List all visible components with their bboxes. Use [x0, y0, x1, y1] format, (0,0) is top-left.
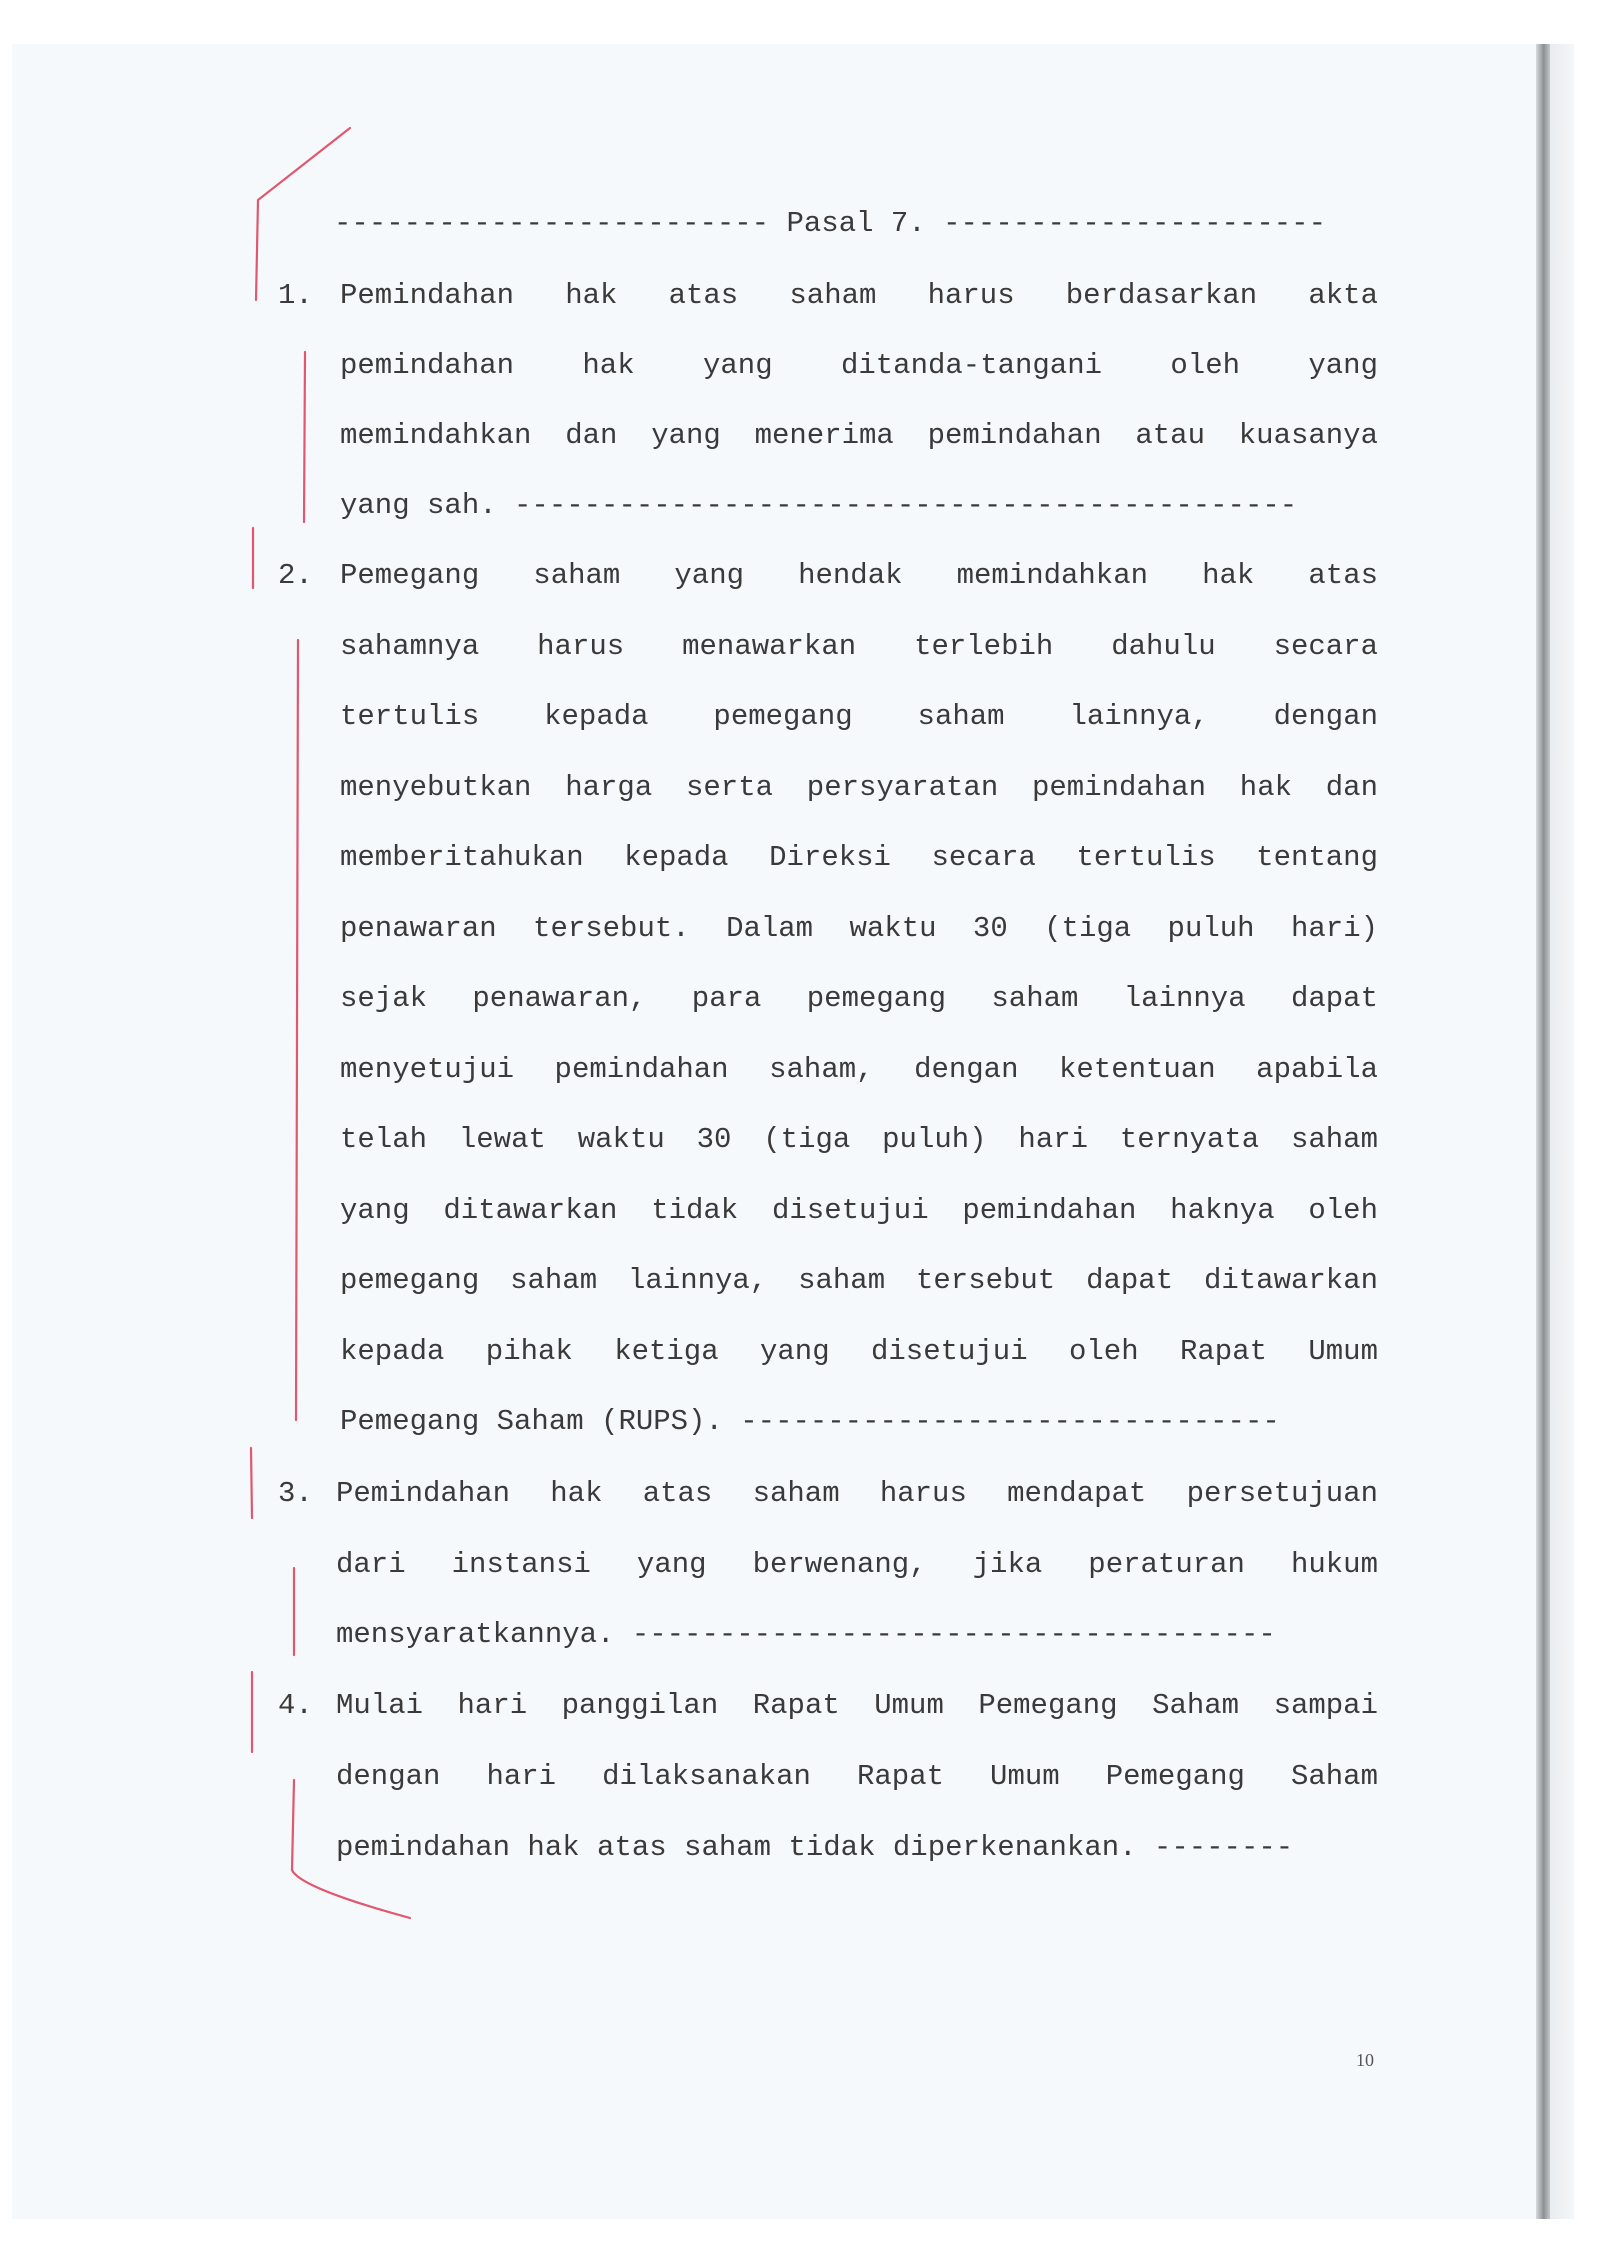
clause-number: 2. — [278, 559, 313, 592]
clause-line: pemindahan hak atas saham tidak diperkenankan. -------- — [336, 1831, 1294, 1864]
clause-line: telah lewat waktu 30 (tiga puluh) hari ternyata saham — [340, 1123, 1378, 1156]
clause-line: pemegang saham lainnya, saham tersebut dapat ditawarkan — [340, 1264, 1378, 1297]
clause-line: Pemindahan hak atas saham harus mendapat persetujuan — [336, 1477, 1378, 1510]
clause-line: yang ditawarkan tidak disetujui pemindahan haknya oleh — [340, 1194, 1378, 1227]
clause-line: Pemegang Saham (RUPS). ------------------------------- — [340, 1405, 1280, 1438]
clause-line: Pemindahan hak atas saham harus berdasarkan akta — [340, 279, 1378, 312]
clause-line: dengan hari dilaksanakan Rapat Umum Pemegang Saham — [336, 1760, 1378, 1793]
margin-mark-clause-1 — [304, 352, 305, 522]
clause-line: memberitahukan kepada Direksi secara tertulis tentang — [340, 841, 1378, 874]
article-heading: ------------------------- Pasal 7. ---------------------- — [334, 207, 1326, 240]
clause-number: 3. — [278, 1477, 313, 1510]
clause-line: menyetujui pemindahan saham, dengan ketentuan apabila — [340, 1053, 1378, 1086]
clause-line: dari instansi yang berwenang, jika peraturan hukum — [336, 1548, 1378, 1581]
clause-line: memindahkan dan yang menerima pemindahan atau kuasanya — [340, 419, 1378, 452]
clause-line: pemindahan hak yang ditanda-tangani oleh yang — [340, 349, 1378, 382]
clause-line: menyebutkan harga serta persyaratan pemindahan hak dan — [340, 771, 1378, 804]
clause-number: 1. — [278, 279, 313, 312]
clause-line: Pemegang saham yang hendak memindahkan hak atas — [340, 559, 1378, 592]
clause-line: penawaran tersebut. Dalam waktu 30 (tiga puluh hari) — [340, 912, 1378, 945]
clause-line: tertulis kepada pemegang saham lainnya, dengan — [340, 700, 1378, 733]
clause-line: kepada pihak ketiga yang disetujui oleh Rapat Umum — [340, 1335, 1378, 1368]
clause-line: mensyaratkannya. ------------------------------------- — [336, 1618, 1276, 1651]
clause-line: yang sah. --------------------------------------------- — [340, 489, 1298, 522]
clause-line: Mulai hari panggilan Rapat Umum Pemegang Saham sampai — [336, 1689, 1378, 1722]
page-number: 10 — [1356, 2050, 1374, 2070]
margin-mark-clause-3-start — [251, 1448, 252, 1518]
clause-line: sejak penawaran, para pemegang saham lainnya dapat — [340, 982, 1378, 1015]
clause-number: 4. — [278, 1689, 313, 1722]
margin-mark-clause-2 — [296, 640, 298, 1420]
clause-line: sahamnya harus menawarkan terlebih dahulu secara — [340, 630, 1378, 663]
